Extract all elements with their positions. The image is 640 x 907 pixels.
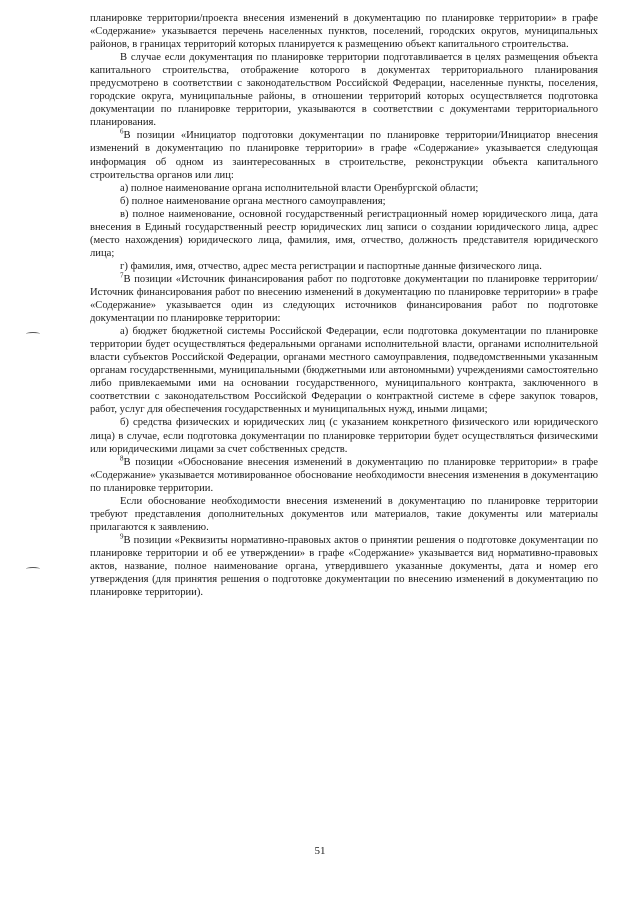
- paragraph-2: В случае если документация по планировке территории подготавливается в целях размещения объекта капитального строительства, отображение которого в документах территориального планирования предусмотрено в соответствии с законодательством Российской Федерации, населенные пункты, поселения, городские округа, муниципальные районы, в отношении территорий которых осуществляется подготовка документации по планировке территории, указываются в соответствии с документами территориального планирования.: [90, 52, 598, 129]
- footnote-marker: 7: [120, 271, 124, 280]
- paragraph-footnote-9: $^9$В позиции «Реквизиты нормативно-правовых актов о принятии решения о подготовке документации по планировке территории и об ее утверждении» в графе «Содержание» указывается вид нормативно-правовых актов, название, полное наименование органа, утвердившего указанные документы, дата и номер его утверждения (для принятия решения о подготовке документации по внесению изменений в документацию по планировке территории).: [90, 532, 598, 599]
- scan-artifact: [26, 332, 40, 336]
- paragraph-justification: Если обоснование необходимости внесения изменений в документацию по планировке территории требуют представления дополнительных документов или материалов, такие документы или материалы прилагаются к заявлению.: [90, 495, 598, 533]
- document-body: [90, 12, 598, 599]
- footnote-marker: 6: [120, 127, 124, 136]
- list-item-b: б) средства физических и юридических лиц (с указанием конкретного физического или юридического лица) в случае, если подготовка документации по планировке территории будет осуществляться физическими или юридическими лицами за счет собственных средств.: [90, 417, 598, 455]
- paragraph-1: планировке территории/проекта внесения изменений в документацию по планировке территории» в графе «Содержание» указывается перечень населенных пунктов, поселений, городских округов, муниципальных районов, в границах территорий которых планируется к размещению объект капитального строительства.: [90, 13, 598, 51]
- scan-artifact: [26, 567, 40, 571]
- footnote-marker: 8: [120, 454, 124, 463]
- footnote-marker: 9: [120, 532, 124, 541]
- paragraph-footnote-6: $^6$В позиции «Инициатор подготовки документации по планировке территории/Инициатор внесения изменений в документацию по планировке территории» в графе «Содержание» указывается следующая информация об одном из заинтересованных в строительстве, реконструкции объекта капитального строительства органов или лиц:: [90, 127, 598, 181]
- list-item-v: в) полное наименование, основной государственный регистрационный номер юридического лица, дата внесения в Единый государственный реестр юридических лиц записи о создании юридического лица, адрес (место нахождения) юридического лица, фамилия, имя, отчество, должность представителя юридического лица;: [90, 208, 598, 259]
- list-item-a: а) бюджет бюджетной системы Российской Федерации, если подготовка документации по планировке территории будет осуществляться федеральными органами исполнительной власти, органами исполнительной власти субъектов Российской Федерации, органами местного самоуправления, подведомственными указанным органам государственными, муниципальными (бюджетными или автономными) учреждениями самостоятельно либо привлекаемыми ими на основании государственного, муниципального контракта, заключенного в соответствии с законодательством Российской Федерации о контрактной системе в сфере закупок товаров, работ, услуг для обеспечения государственных и муниципальных нужд, иными лицами;: [90, 326, 598, 416]
- list-item-b: б) полное наименование органа местного самоуправления;: [120, 195, 386, 207]
- paragraph-footnote-8: $^8$В позиции «Обоснование внесения изменений в документацию по планировке территории» в графе «Содержание» указывается мотивированное обоснование необходимости внесения изменения в документацию по планировке территории.: [90, 454, 598, 494]
- list-item-g: г) фамилия, имя, отчество, адрес места регистрации и паспортные данные физического лица.: [120, 260, 542, 272]
- paragraph-footnote-7: $^7$В позиции «Источник финансирования работ по подготовке документации по планировке территории/Источник финансирования работ по внесению изменений в документацию по планировке территории» в графе «Содержание» указывается один из следующих источников финансирования работ по подготовке документации по планировке территории:: [90, 271, 598, 325]
- list-item-a: а) полное наименование органа исполнительной власти Оренбургской области;: [120, 182, 479, 194]
- page-number: 51: [314, 845, 326, 857]
